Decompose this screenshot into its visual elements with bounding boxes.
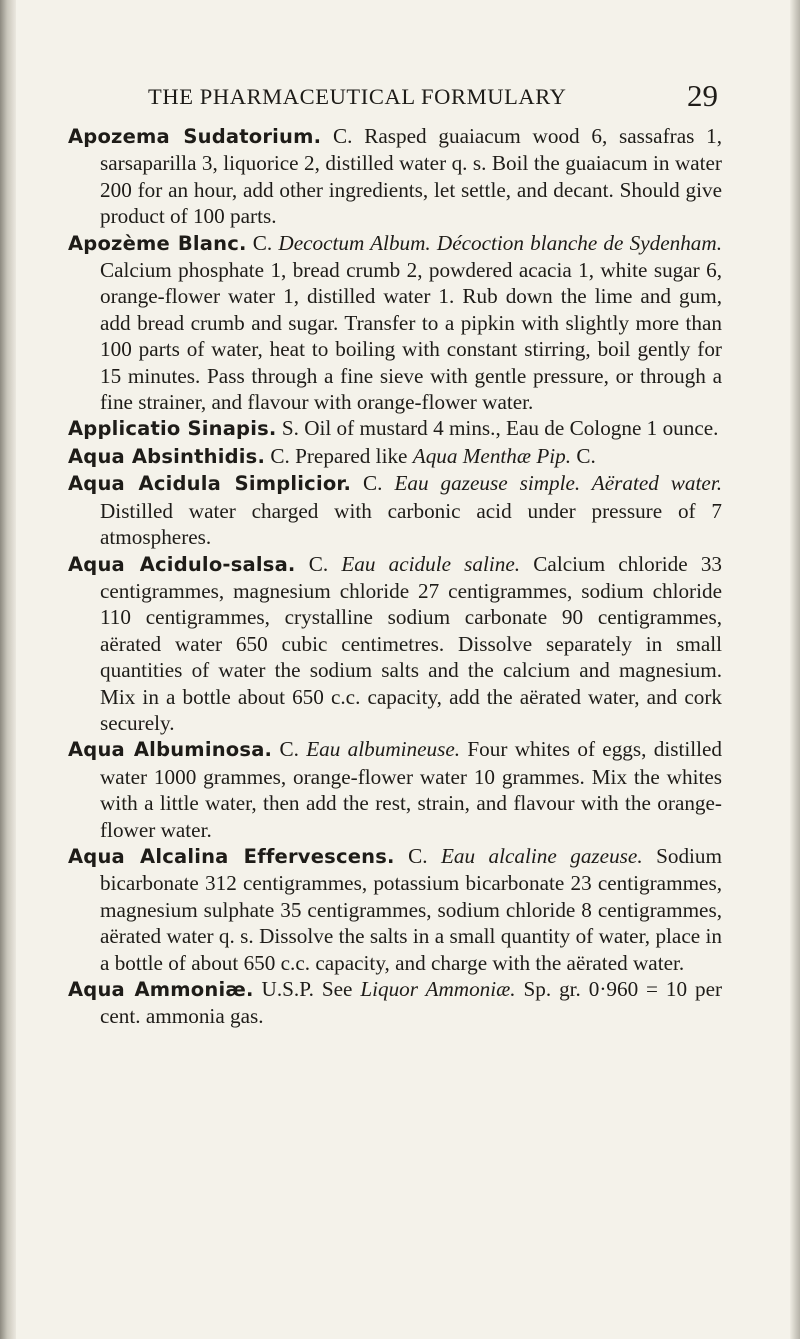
entry-source: C. <box>363 471 383 496</box>
entry-synonym: Eau alcaline gazeuse. <box>440 843 643 868</box>
page-number: 29 <box>687 78 718 113</box>
entry-synonym: Eau gazeuse simple. Aërated water. <box>394 471 723 496</box>
entry-synonym: Eau albumineuse. <box>306 737 461 762</box>
entry-aqua-ammoniae <box>68 976 722 1030</box>
entry-headword: Aqua Albuminosa. <box>68 738 273 762</box>
entry-cross-reference: Liquor Ammoniæ. <box>360 977 516 1001</box>
book-spine-shadow <box>0 0 16 1339</box>
entry-headword: Apozème Blanc. <box>68 231 247 255</box>
entry-source: C. <box>252 230 273 255</box>
formulary-page-body <box>68 123 722 1030</box>
entry-text: Distilled water charged with carbonic acid under pressure of 7 atmospheres. <box>100 498 722 550</box>
entry-headword: Applicatio Sinapis. <box>68 417 277 441</box>
entry-synonym: Eau acidule saline. <box>341 551 521 576</box>
entry-aqua-acidula-simplicior <box>68 470 722 550</box>
entry-text: Sp. gr. 0·960 = 10 per cent. ammonia gas. <box>100 977 723 1029</box>
entry-source: C. <box>408 843 428 868</box>
entry-source: C. Prepared like <box>270 443 408 468</box>
entry-cross-reference: Aqua Menthæ Pip. <box>412 443 572 468</box>
entry-text: C. <box>576 443 596 468</box>
entry-apozema-sudatorium <box>68 123 722 230</box>
entry-headword: Aqua Absinthidis. <box>68 444 266 468</box>
entry-aqua-albuminosa <box>68 736 722 843</box>
entry-text: C. Rasped guaiacum wood 6, sassafras 1, sarsaparilla 3, liquorice 2, distilled water q. s. Boil the guaiacum in water 200 for an hour, add other ingredients, let settle, and decant. Should give product of 100 parts. <box>100 124 723 229</box>
entry-applicatio-sinapis <box>68 415 722 442</box>
running-header <box>148 78 718 114</box>
entry-headword: Aqua Acidula Simplicior. <box>68 472 352 496</box>
entry-headword: Aqua Alcalina Effervescens. <box>68 844 395 868</box>
entry-source: U.S.P. See <box>261 977 353 1001</box>
running-title: THE PHARMACEUTICAL FORMULARY <box>148 84 567 109</box>
entry-text: S. Oil of mustard 4 mins., Eau de Cologne 1 ounce. <box>281 416 719 441</box>
entry-text: Calcium chloride 33 centigrammes, magnesium chloride 27 centigrammes, sodium chloride 110 centigrammes, crystalline sodium carbonate 90 centigrammes, aërated water 650 cubic centimetres. Dissolve separately in small quantities of water the sodium salts and the calcium and magnesium. Mix in a bottle about 650 c.c. capacity, add the aërated water, and cork securely. <box>100 551 723 735</box>
entry-aqua-alcalina-effervescens <box>68 843 722 976</box>
entry-apozeme-blanc <box>68 230 722 416</box>
entry-headword: Aqua Acidulo-salsa. <box>68 552 296 576</box>
page-edge-shadow <box>790 0 800 1339</box>
entry-headword: Apozema Sudatorium. <box>68 125 322 148</box>
entry-synonym: Decoctum Album. Décoction blanche de Sydenham. <box>278 230 722 255</box>
entry-headword: Aqua Ammoniæ. <box>68 978 254 1001</box>
entry-source: C. <box>308 551 329 576</box>
entry-source: C. <box>279 737 299 762</box>
entry-aqua-acidulo-salsa <box>68 551 722 737</box>
entry-aqua-absinthidis <box>68 443 722 470</box>
entry-text: Calcium phosphate 1, bread crumb 2, powdered acacia 1, white sugar 6, orange-flower water 1, distilled water 1. Rub down the lime and gum, add bread crumb and sugar. Transfer to a pipkin with slightly more than 100 parts of water, heat to boiling with constant stirring, boil gently for 15 minutes. Pass through a fine sieve with gentle pressure, or through a fine strainer, and flavour with orange-flower water. <box>100 258 722 415</box>
entry-text: Four whites of eggs, distilled water 1000 grammes, orange-flower water 10 grammes. Mix the whites with a little water, then add the rest, strain, and flavour with the orange-flower water. <box>100 737 723 842</box>
entry-text: Sodium bicarbonate 312 centigrammes, potassium bicarbonate 23 centigrammes, magnesium sulphate 35 centigrammes, sodium chloride 8 centigrammes, aërated water q. s. Dissolve the salts in a small quantity of water, place in a bottle of about 650 c.c. capacity, and charge with the aërated water. <box>100 843 723 975</box>
